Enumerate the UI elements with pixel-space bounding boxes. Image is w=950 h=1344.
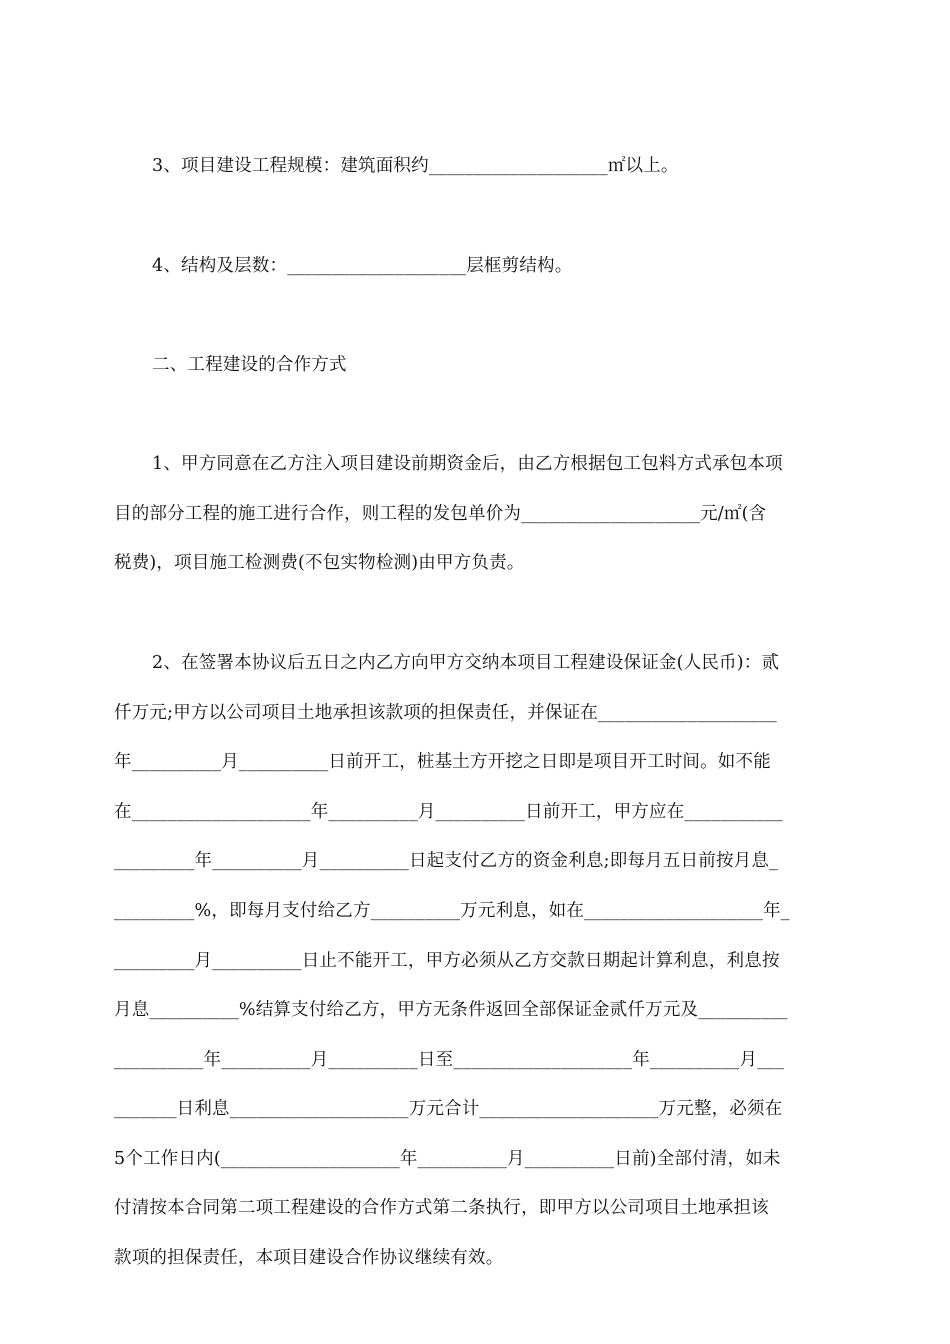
clause-2-line: _________%，即每月支付给乙方__________万元利息，如在____________________年_ (114, 901, 790, 921)
clause-2-line: 付清按本合同第二项工程建设的合作方式第二条执行，即甲方以公司项目土地承担该 (114, 1198, 769, 1218)
clause-2-line: 年__________月__________日前开工，桩基土方开挖之日即是项目开工时间。如不能 (114, 752, 771, 772)
section-2-heading: 二、工程建设的合作方式 (152, 355, 347, 375)
clause-2-line: 2、在签署本协议后五日之内乙方向甲方交纳本项目工程建设保证金(人民币)：贰 (152, 653, 780, 673)
clause-2-line: 款项的担保责任，本项目建设合作协议继续有效。 (114, 1248, 504, 1268)
clause-2-line: 仟万元;甲方以公司项目土地承担该款项的担保责任，并保证在____________________ (114, 703, 777, 723)
clause-2-line: _________年__________月__________日起支付乙方的资金利息;即每月五日前按月息_ (114, 851, 778, 871)
item-3-building-scale: 3、项目建设工程规模：建筑面积约____________________㎡以上。 (152, 156, 679, 176)
item-4-structure-floors: 4、结构及层数：____________________层框剪结构。 (152, 256, 573, 276)
clause-2-line: _______日利息____________________万元合计____________________万元整，必须在 (114, 1099, 783, 1119)
clause-1-line: 目的部分工程的施工进行合作，则工程的发包单价为____________________元/㎡(含 (114, 504, 767, 524)
clause-2-line: 在____________________年__________月__________日前开工，甲方应在___________ (114, 802, 783, 822)
clause-2-line: 5个工作日内(____________________年__________月__________日前)全部付清，如未 (114, 1149, 781, 1169)
clause-2-line: _________月__________日止不能开工，甲方必须从乙方交款日期起计算利息，利息按 (114, 951, 780, 971)
clause-2-line: __________年__________月__________日至____________________年__________月___ (114, 1050, 785, 1070)
clause-1-line: 1、甲方同意在乙方注入项目建设前期资金后，由乙方根据包工包料方式承包本项 (152, 454, 783, 474)
clause-1-line: 税费)，项目施工检测费(不包实物检测)由甲方负责。 (114, 553, 525, 573)
clause-2-line: 月息__________%结算支付给乙方，甲方无条件返回全部保证金贰仟万元及__________ (114, 1000, 788, 1020)
